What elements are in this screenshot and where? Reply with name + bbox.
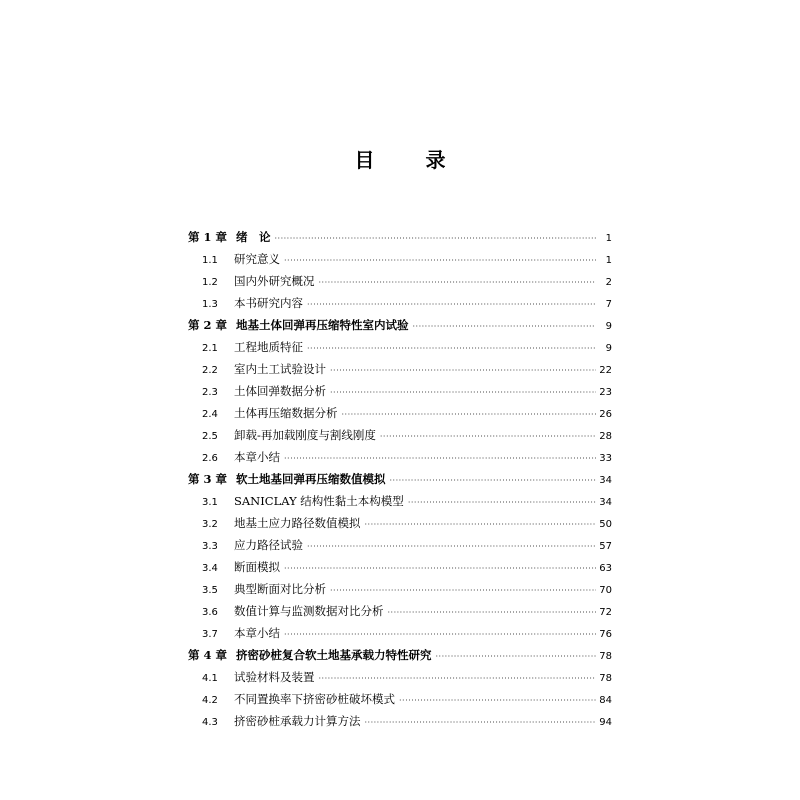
toc-entry-title: 土体回弹数据分析 [234,384,326,398]
toc-entry-page: 28 [599,431,612,442]
toc-entry-page: 1 [605,255,612,266]
dot-leader [307,536,596,558]
toc-chapter-row [188,226,612,248]
toc-entry-number: 2.1 [202,343,218,354]
toc-entry-page: 7 [605,299,612,310]
toc-entry-page: 57 [599,541,612,552]
toc-section-row [188,490,612,512]
dot-leader [319,272,597,294]
toc-entry-title: 本章小结 [234,626,280,640]
dot-leader [388,602,597,624]
toc-entry-page: 72 [599,607,612,618]
toc-entry-number: 3.2 [202,519,218,530]
dot-leader [436,646,597,668]
toc-chapter-row [188,314,612,336]
toc-entry-page: 78 [599,673,612,684]
toc-entry-title: 本书研究内容 [234,296,303,310]
toc-entry-number: 第 2 章 [188,318,228,332]
toc-chapter-row [188,644,612,666]
toc-entry-title: 挤密砂桩承载力计算方法 [234,714,361,728]
toc-entry-number: 2.6 [202,453,218,464]
toc-entry-title: 室内土工试验设计 [234,362,326,376]
toc-entry-page: 70 [599,585,612,596]
toc-entry-number: 1.3 [202,299,218,310]
toc-entry-number: 4.1 [202,673,218,684]
toc-entry-title: 挤密砂桩复合软土地基承载力特性研究 [236,648,432,662]
toc-entry-page: 22 [599,365,612,376]
toc-entry-number: 第 1 章 [188,230,228,244]
dot-leader [399,690,596,712]
dot-leader [342,404,597,426]
toc-entry-title: 地基土应力路径数值模拟 [234,516,361,530]
dot-leader [284,558,596,580]
dot-leader [330,382,596,404]
toc-section-row [188,336,612,358]
toc-entry-title: 不同置换率下挤密砂桩破坏模式 [234,692,395,706]
toc-entry-title: 本章小结 [234,450,280,464]
dot-leader [365,712,597,734]
toc-section-row [188,710,612,732]
toc-section-row [188,622,612,644]
dot-leader [275,228,597,250]
toc-entry-page: 33 [599,453,612,464]
dot-leader [330,360,596,382]
dot-leader [307,294,596,316]
toc-entry-number: 第 3 章 [188,472,228,486]
toc-entry-page: 34 [599,475,612,486]
toc-entry-title: 工程地质特征 [234,340,303,354]
page-title: 目 录 [354,148,468,172]
toc-entry-title: 试验材料及装置 [234,670,315,684]
toc-entry-page: 94 [599,717,612,728]
toc-entry-number: 2.3 [202,387,218,398]
toc-section-row [188,270,612,292]
toc-entry-title: 地基土体回弹再压缩特性室内试验 [236,318,409,332]
toc-section-row [188,358,612,380]
toc-entry-title: SANICLAY 结构性黏土本构模型 [234,494,404,508]
toc-section-row [188,578,612,600]
toc-entry-page: 9 [605,321,612,332]
dot-leader [408,492,596,514]
toc-entry-number: 2.5 [202,431,218,442]
toc-section-row [188,402,612,424]
toc-entry-number: 3.4 [202,563,218,574]
toc-entry-page: 23 [599,387,612,398]
toc-entry-title: 典型断面对比分析 [234,582,326,596]
toc-entry-page: 76 [599,629,612,640]
dot-leader [330,580,596,602]
toc-entry-page: 9 [605,343,612,354]
toc-entry-title: 土体再压缩数据分析 [234,406,338,420]
table-of-contents [188,226,612,732]
dot-leader [319,668,597,690]
toc-entry-number: 4.2 [202,695,218,706]
toc-section-row [188,556,612,578]
toc-entry-title: 应力路径试验 [234,538,303,552]
toc-section-row [188,248,612,270]
toc-entry-number: 2.4 [202,409,218,420]
toc-entry-number: 第 4 章 [188,648,228,662]
toc-section-row [188,292,612,314]
dot-leader [413,316,597,338]
toc-entry-title: 国内外研究概况 [234,274,315,288]
toc-entry-title: 绪 论 [236,230,271,244]
toc-entry-title: 卸载-再加载刚度与割线刚度 [234,428,376,442]
toc-entry-title: 数值计算与监测数据对比分析 [234,604,384,618]
toc-entry-page: 2 [605,277,612,288]
toc-entry-number: 4.3 [202,717,218,728]
dot-leader [307,338,596,360]
dot-leader [284,448,596,470]
dot-leader [365,514,597,536]
toc-entry-number: 3.3 [202,541,218,552]
toc-section-row [188,424,612,446]
toc-entry-title: 软土地基回弹再压缩数值模拟 [236,472,386,486]
toc-section-row [188,688,612,710]
toc-entry-page: 63 [599,563,612,574]
toc-entry-title: 研究意义 [234,252,280,266]
toc-entry-number: 1.2 [202,277,218,288]
toc-entry-number: 3.1 [202,497,218,508]
toc-entry-number: 3.7 [202,629,218,640]
toc-entry-number: 2.2 [202,365,218,376]
toc-section-row [188,512,612,534]
dot-leader [380,426,596,448]
toc-entry-number: 3.5 [202,585,218,596]
toc-entry-page: 50 [599,519,612,530]
toc-entry-page: 1 [605,233,612,244]
toc-section-row [188,600,612,622]
toc-chapter-row [188,468,612,490]
dot-leader [284,250,596,272]
toc-entry-page: 26 [599,409,612,420]
toc-entry-title: 断面模拟 [234,560,280,574]
toc-entry-page: 78 [599,651,612,662]
toc-section-row [188,534,612,556]
toc-section-row [188,380,612,402]
toc-entry-page: 34 [599,497,612,508]
toc-section-row [188,666,612,688]
toc-entry-page: 84 [599,695,612,706]
toc-entry-number: 1.1 [202,255,218,266]
toc-section-row [188,446,612,468]
dot-leader [284,624,596,646]
toc-entry-number: 3.6 [202,607,218,618]
dot-leader [390,470,597,492]
